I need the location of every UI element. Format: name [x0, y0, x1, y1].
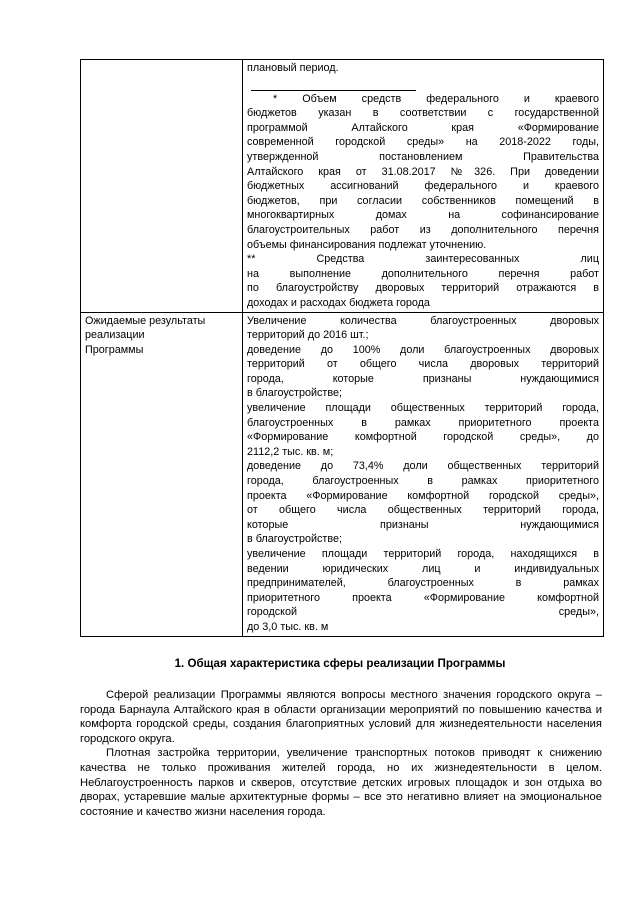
text-line: 2112,2 тыс. кв. м; — [247, 445, 334, 458]
footnote-line: многоквартирных домах на софинансирование — [247, 209, 599, 222]
text-line: плановый период. — [247, 62, 339, 74]
row-label-line: реализации — [85, 329, 145, 342]
footnote-line: бюджетов указан в соответствии с государственной — [247, 107, 599, 120]
footnote-line: утвержденной постановлением Правительства — [247, 150, 599, 163]
footnote-line: по благоустройству дворовых территорий отражаются в — [247, 282, 599, 295]
text-line: Увеличение количества благоустроенных дворовых — [247, 314, 599, 327]
footnote-line: доходах и расходах бюджета города — [247, 296, 430, 309]
table-row — [81, 312, 604, 636]
table-cell-value — [243, 60, 604, 313]
text-line: увеличение площади общественных территорий города, — [247, 402, 599, 415]
text-line: увеличение площади территорий города, находящихся в — [247, 548, 599, 560]
footnote-line: Алтайского края от 31.08.2017 №326. При доведении — [247, 165, 599, 178]
text-line: предпринимателей, благоустроенных в рамках — [247, 577, 599, 590]
paragraph: Плотная застройка территории, увеличение транспортных потоков приводят к снижению качества не только проживания жителей города, но их жизнедеятельности в целом. Неблагоустроенность парков и скверов, отсутствие детских игровых площадок и зон отдыха во дворах, устаревшие малые архитектурные формы – все это негативно влияет на эмоциональное состояние и качество жизни населения города. — [80, 747, 602, 818]
paragraph: Сферой реализации Программы являются вопросы местного значения городского округа – города Барнаула Алтайского края в области организации мероприятий по повышению качества и комфорта городской среды, создания благоприятных условий для жизнедеятельности населения городского округа. — [80, 689, 602, 745]
program-passport-table — [80, 59, 604, 637]
text-line: до 3,0 тыс. кв. м — [247, 620, 329, 633]
text-line: ведении юридических лиц и индивидуальных — [247, 562, 599, 575]
row-label-line: Программы — [85, 343, 144, 356]
table-row — [81, 60, 604, 313]
footnote-line: бюджетов, при согласии собственников помещений в — [247, 194, 599, 207]
footnote-line: благоустроительных работ из дополнительного перечня — [247, 223, 599, 236]
text-line: территорий до 2016 шт.; — [247, 329, 369, 342]
text-line: территорий от общего числа дворовых территорий — [247, 358, 599, 371]
footnote-line: на выполнение дополнительного перечня работ — [247, 267, 599, 280]
text-line: городской среды», — [247, 606, 599, 619]
text-line: приоритетного проекта «Формирование комфортной — [247, 591, 599, 604]
text-line: в благоустройстве; — [247, 533, 342, 546]
text-line: доведение до 73,4% доли общественных территорий — [247, 460, 599, 473]
text-line: от общего числа общественных территорий города, — [247, 504, 599, 517]
footnote-line: современной городской среды» на 2018-2022 годы, — [247, 136, 599, 149]
table-cell-value — [243, 312, 604, 636]
text-line: в благоустройстве; — [247, 387, 342, 400]
text-line: проекта «Формирование комфортной городской среды», — [247, 489, 599, 502]
section-body — [80, 688, 602, 819]
footnote-line: программой Алтайского края «Формирование — [247, 121, 599, 134]
text-line: города, благоустроенных в рамках приоритетного — [247, 475, 599, 488]
footnote-line: ** Средства заинтересованных лиц — [247, 253, 599, 266]
table-cell-label — [81, 60, 243, 313]
text-line: которые признаны нуждающимися — [247, 518, 599, 531]
footnote-line: * Объем средств федерального и краевого — [273, 92, 599, 105]
footnote-line: объемы финансирования подлежат уточнению. — [247, 238, 487, 251]
text-line: благоустроенных в рамках приоритетного проекта — [247, 416, 599, 429]
footnote-line: бюджетных ассигнований федерального и краевого — [247, 180, 599, 193]
section-title: 1. Общая характеристика сферы реализации Программы — [174, 657, 506, 670]
row-label-line: Ожидаемые результаты — [85, 314, 206, 327]
text-line: «Формирование комфортной городской среды», до — [247, 431, 599, 444]
table-cell-label — [81, 312, 243, 636]
text-line: города, которые признаны нуждающимися — [247, 372, 599, 385]
text-line: доведение до 100% доли благоустроенных дворовых — [247, 343, 599, 356]
